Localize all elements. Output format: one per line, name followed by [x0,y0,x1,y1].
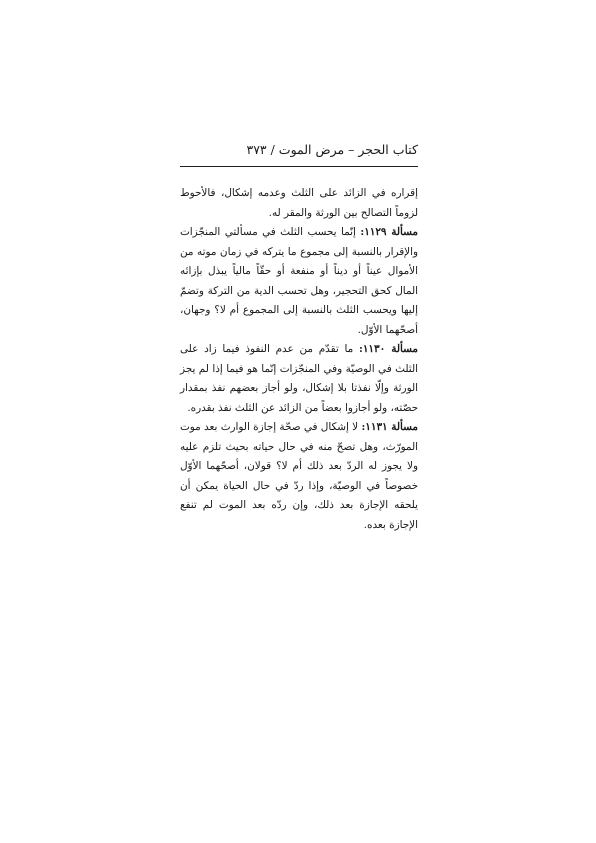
paragraph-issue-1130 [180,340,418,418]
paragraph-continuation [180,184,418,223]
paragraph-issue-1129 [180,223,418,340]
issue-label: مسألة ١١٣٠: [359,343,418,355]
page-body [180,184,418,535]
issue-label: مسألة ١١٣١: [361,421,418,433]
issue-label: مسألة ١١٢٩: [360,226,418,238]
paragraph-text: ما تقدّم من عدم النفوذ فيما زاد على الثلث في الوصيّة وفي المنجّزات إنّما هو فيما إذا لم يجز الورثة وإلّا نفذتا بلا إشكال، ولو أجاز بعضهم نفذ بمقدار حصّته، ولو أجازوا بعضاً من الزائد عن الثلث نفذ بقدره. [180,343,418,414]
running-header: كتاب الحجر – مرض الموت / ٣٧٣ [246,142,418,157]
paragraph-text: لا إشكال في صحّة إجازة الوارث بعد موت المورّث، وهل تصحّ منه في حال حياته بحيث تلزم عليه ولا يجوز له الردّ بعد ذلك أم لا؟ قولان، أصحّهما الأوّل خصوصاً في الوصيّة، وإذا ردّ في حال الحياة يمكن أن يلحقه الإجازة بعد ذلك، وإن ردّه بعد الموت لم تنفع الإجازة بعده. [180,421,418,531]
paragraph-text: إقراره في الزائد على الثلث وعدمه إشكال، فالأحوط لزوماً التصالح بين الورثة والمقر له. [180,187,418,219]
header-divider [180,166,418,167]
paragraph-text: إنّما يحسب الثلث في مسألتي المنجّزات والإقرار بالنسبة إلى مجموع ما يتركه في زمان موته من الأموال عيناً أو ديناً أو منفعة أو حقّاً مالياً يبذل بإزائه المال كحق التحجير، وهل تحسب الدية من التركة وتضمّ إليها ويحسب الثلث بالنسبة إلى المجموع أم لا؟ وجهان، أصحّهما الأوّل. [180,226,418,336]
paragraph-issue-1131 [180,418,418,535]
